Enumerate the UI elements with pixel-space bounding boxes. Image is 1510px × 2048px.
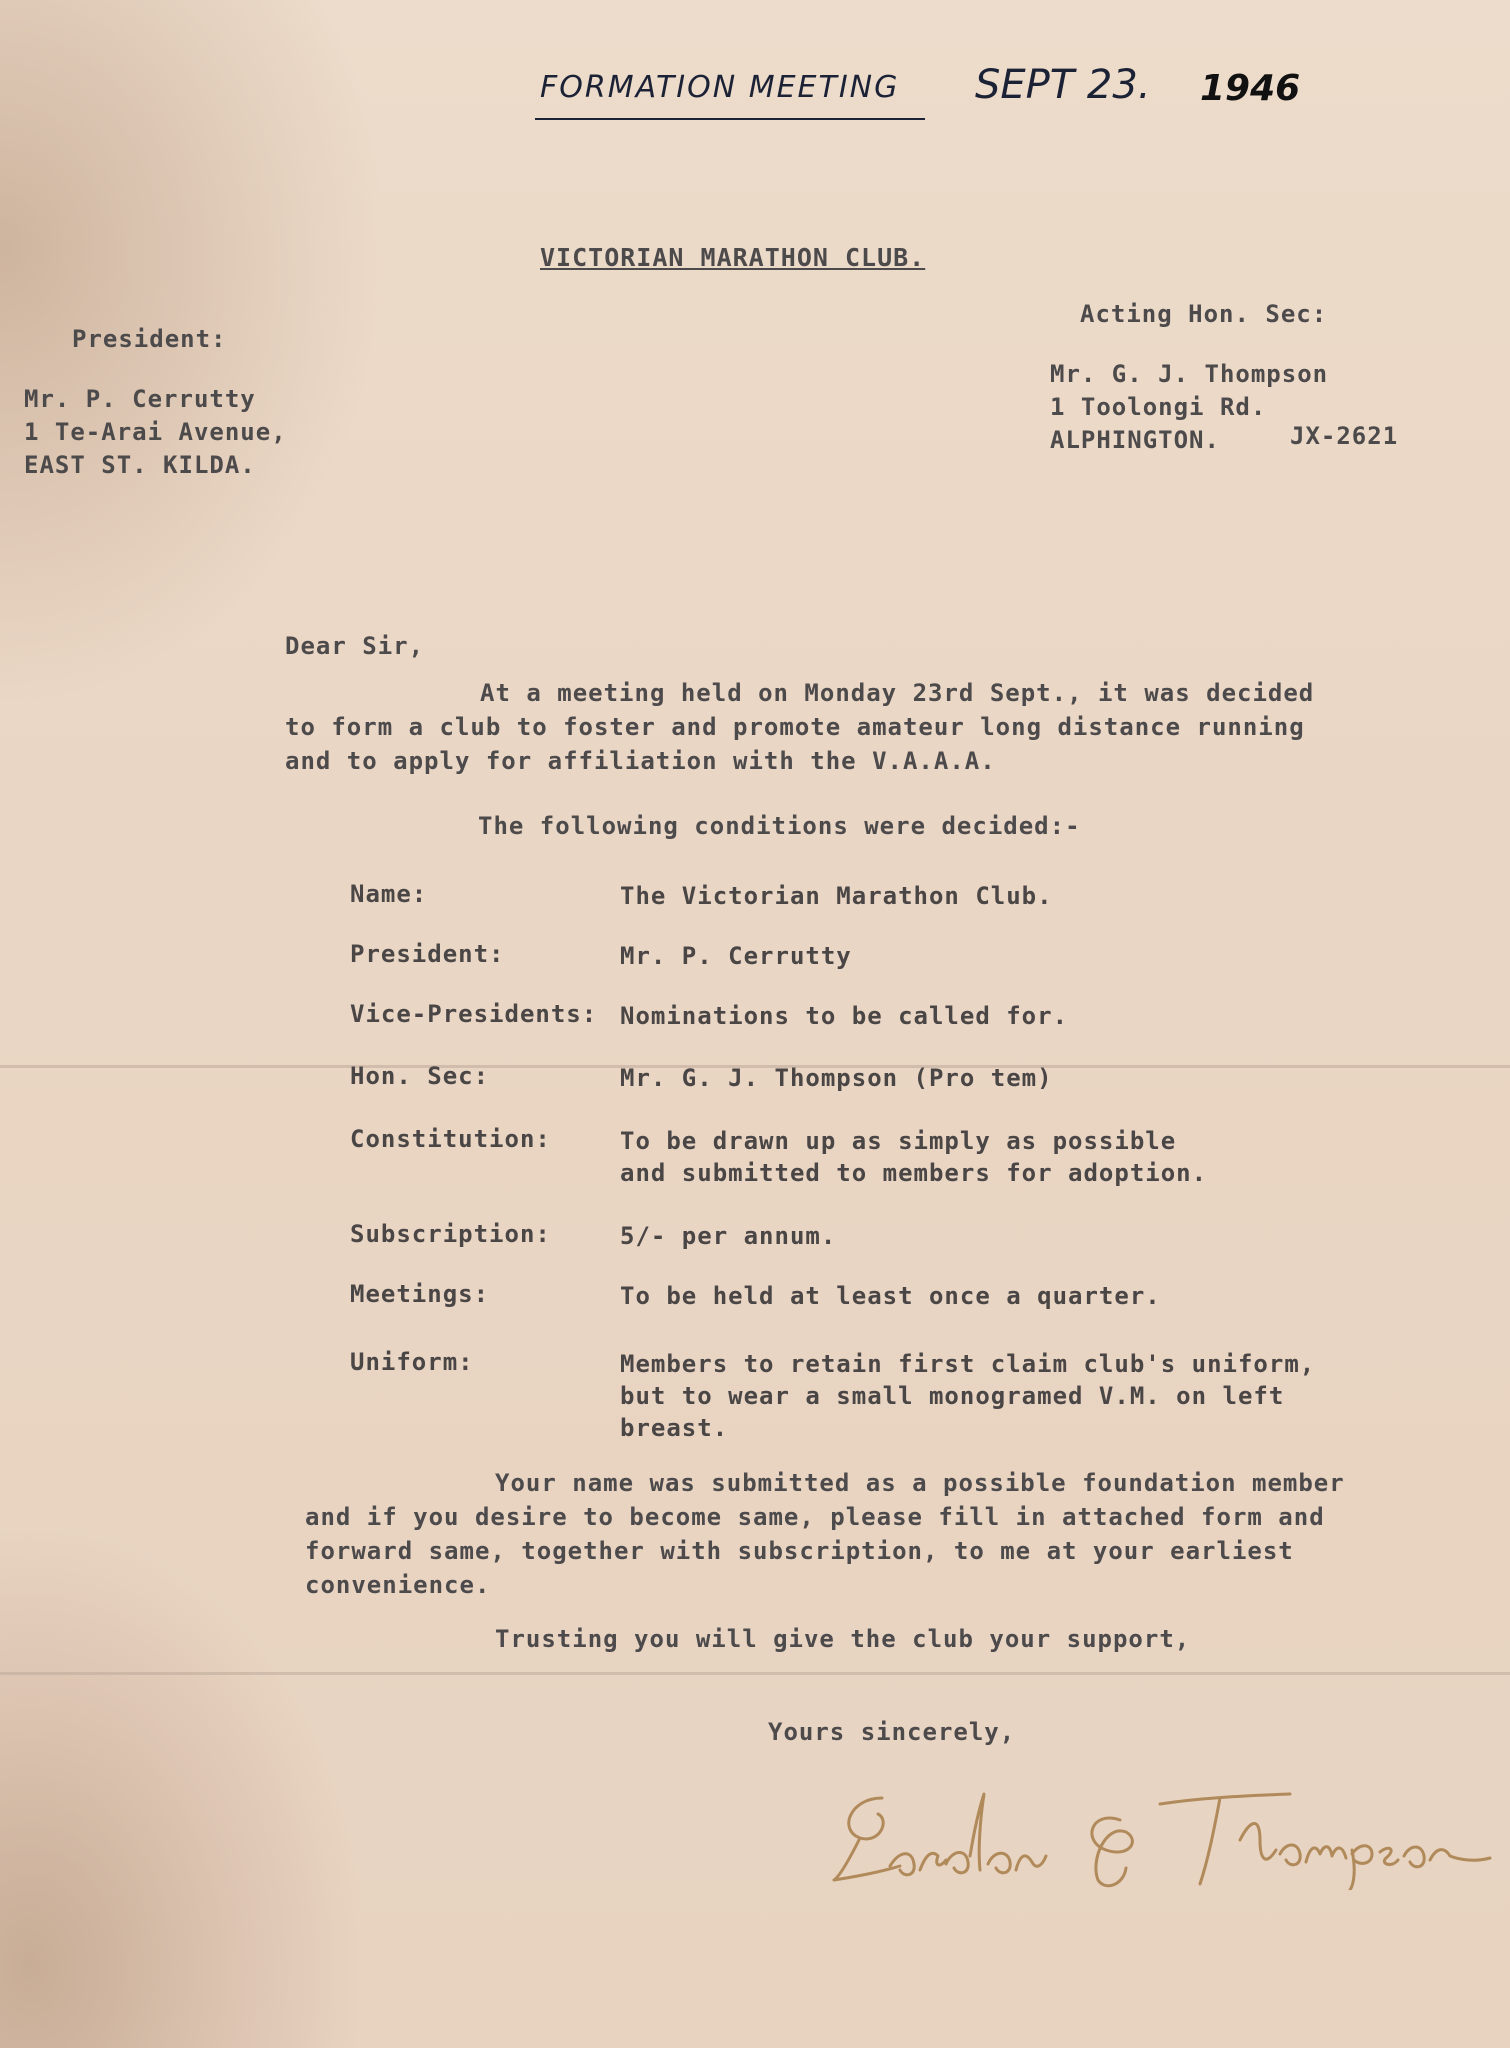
condition-value: To be drawn up as simply as possible and submitted to members for adoption. <box>620 1127 1208 1187</box>
handwritten-title: FORMATION MEETING <box>540 70 900 105</box>
secretary-name: Mr. G. J. Thompson <box>1050 360 1329 388</box>
salutation: Dear Sir, <box>285 632 425 660</box>
condition-value: 5/- per annum. <box>620 1222 837 1250</box>
handwritten-date: SEPT 23. <box>975 62 1151 108</box>
secretary-address-line1: 1 Toolongi Rd. <box>1050 393 1267 421</box>
president-address-line1: 1 Te-Arai Avenue, <box>24 418 287 446</box>
condition-value: Members to retain first claim club's uniform, but to wear a small monogramed V.M. on left breast. <box>620 1350 1316 1442</box>
condition-value: Mr. P. Cerrutty <box>620 942 852 970</box>
president-heading: President: <box>72 325 227 353</box>
condition-value: Nominations to be called for. <box>620 1002 1069 1030</box>
intro-paragraph: At a meeting held on Monday 23rd Sept., it was decided to form a club to foster and promote amateur long distance running and to apply for affiliation with the V.A.A.A. <box>285 679 1315 775</box>
secretary-phone: JX-2621 <box>1290 422 1399 450</box>
closing-paragraph: Your name was submitted as a possible foundation member and if you desire to become same, please fill in attached form and forward same, together with subscription, to me at your earliest convenience. <box>305 1469 1345 1599</box>
conditions-intro: The following conditions were decided:- <box>478 812 1081 840</box>
handwritten-year: 1946 <box>1200 68 1301 109</box>
condition-value: Mr. G. J. Thompson (Pro tem) <box>620 1064 1053 1092</box>
condition-label: Constitution: <box>350 1125 551 1153</box>
closing-line: Trusting you will give the club your support, <box>495 1625 1191 1653</box>
secretary-address-line2: ALPHINGTON. <box>1050 426 1220 454</box>
condition-label: Meetings: <box>350 1280 490 1308</box>
condition-label: Name: <box>350 880 428 908</box>
signature-image <box>820 1780 1500 1890</box>
sign-off: Yours sincerely, <box>768 1718 1016 1746</box>
condition-label: President: <box>350 940 505 968</box>
condition-value: To be held at least once a quarter. <box>620 1282 1161 1310</box>
handwritten-underline <box>535 118 925 120</box>
condition-label: Vice-Presidents: <box>350 1000 598 1028</box>
condition-label: Subscription: <box>350 1220 551 1248</box>
condition-label: Hon. Sec: <box>350 1062 490 1090</box>
president-address-line2: EAST ST. KILDA. <box>24 451 256 479</box>
president-name: Mr. P. Cerrutty <box>24 385 256 413</box>
club-name-heading: VICTORIAN MARATHON CLUB. <box>540 243 926 272</box>
condition-label: Uniform: <box>350 1348 474 1376</box>
secretary-heading: Acting Hon. Sec: <box>1080 300 1328 328</box>
condition-value: The Victorian Marathon Club. <box>620 882 1053 910</box>
fold-line <box>0 1672 1510 1675</box>
